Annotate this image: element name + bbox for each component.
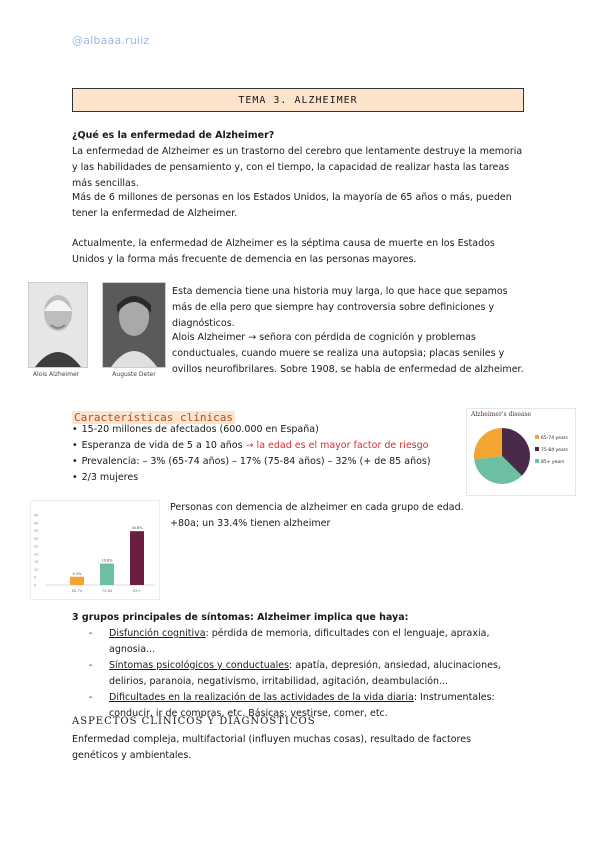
bar-85+ xyxy=(130,531,144,585)
bar-value-label: 34.6% xyxy=(131,526,143,531)
clinical-title: Características clínicas xyxy=(74,411,233,424)
chart-caption xyxy=(170,500,500,532)
pie-legend xyxy=(535,435,573,466)
clinical-list xyxy=(72,422,452,486)
aspects-paragraph: Enfermedad compleja, multifactorial (influyen muchas cosas), resultado de factores genéticos y ambientales. xyxy=(72,734,472,761)
y-tick-label: 10 xyxy=(34,567,39,572)
bar-chart-card xyxy=(30,500,160,600)
y-tick-label: 25 xyxy=(34,544,39,549)
pie-legend-item-2: 75-84 years xyxy=(535,447,573,454)
x-tick-label: 85+ xyxy=(133,589,141,593)
intro-paragraph-2: Más de 6 millones de personas en los Estados Unidos, la mayoría de 65 años o más, pueden tener la enfermedad de Alzheimer. xyxy=(72,192,512,219)
photo-alois-alzheimer xyxy=(28,282,88,368)
x-tick-label: 75-84 xyxy=(101,589,113,593)
portrait-man-icon xyxy=(29,283,87,367)
y-tick-label: 30 xyxy=(34,536,39,541)
intro-block xyxy=(72,128,528,192)
bar-chart xyxy=(31,501,159,599)
symptoms-heading: 3 grupos principales de síntomas: Alzheimer implica que haya: xyxy=(72,612,409,623)
chart-caption-line-2: +80a; un 33.4% tienen alzheimer xyxy=(170,518,331,529)
intro-paragraph-1: La enfermedad de Alzheimer es un trastorno del cerebro que lentamente destruye la memoria y las habilidades de pensamiento y, con el tiempo, la capacidad de realizar hasta las tareas más sencillas. xyxy=(72,146,523,189)
y-tick-label: 15 xyxy=(34,560,39,565)
pie-chart xyxy=(471,423,533,489)
pie-slice-65-74 xyxy=(474,428,502,460)
symptom-behavioral: - Síntomas psicológicos y conductuales: apatía, depresión, ansiedad, alucinaciones, delirios, paranoia, negativismo, irritabilidad, agitación, deambulación... xyxy=(109,658,529,690)
clinical-bullet-4: • 2/3 mujeres xyxy=(72,470,452,486)
symptom-cognitive: - Disfunción cognitiva: pérdida de memoria, dificultades con el lenguaje, apraxia, agnosia... xyxy=(109,626,529,658)
x-tick-label: 65-74 xyxy=(71,589,83,593)
chart-caption-line-1: Personas con demencia de alzheimer en cada grupo de edad. xyxy=(170,502,464,513)
pie-header: Alzheimer's disease xyxy=(471,411,532,418)
symptom-daily-activities: - Dificultades en la realización de las actividades de la vida diaria: Instrumentales: conducir, ir de compras, etc. Básicas: vestirse, comer, etc. xyxy=(109,690,529,722)
intro-paragraph-3: Actualmente, la enfermedad de Alzheimer es la séptima causa de muerte en los Estados Unidos y la forma más frecuente de demencia en las personas mayores. xyxy=(72,238,495,265)
portrait-woman-icon xyxy=(103,283,165,367)
caption-auguste: Auguste Deter xyxy=(112,371,156,378)
y-tick-label: 5 xyxy=(34,575,37,580)
y-tick-label: 35 xyxy=(34,529,39,534)
y-tick-label: 40 xyxy=(34,521,39,526)
pie-legend-item-1: 65-74 years xyxy=(535,435,573,442)
page-title: TEMA 3. ALZHEIMER xyxy=(72,88,524,112)
clinical-bullet-3: • Prevalencia: – 3% (65-74 años) – 17% (75-84 años) – 32% (+ de 85 años) xyxy=(72,454,452,470)
y-tick-label: 45 xyxy=(34,513,39,518)
pie-chart-card xyxy=(466,408,576,496)
pie-legend-item-3: 85+ years xyxy=(535,459,573,466)
caption-alois: Alois Alzheimer xyxy=(32,371,80,378)
history-paragraph-2: Alois Alzheimer → señora con pérdida de cognición y problemas conductuales, cuando muere se realiza una autopsia; placas seniles y ovillos neurofibrilares. Sobre 1908, se habla de enfermedad de alzheimer. xyxy=(172,332,524,375)
bar-value-label: 13.8% xyxy=(101,558,113,563)
y-tick-label: 20 xyxy=(34,552,39,557)
clinical-bullet-2: • Esperanza de vida de 5 a 10 años → la edad es el mayor factor de riesgo xyxy=(72,438,452,454)
aspects-heading: ASPECTOS CLÍNICOS Y DIAGNÓSTICOS xyxy=(72,716,316,727)
y-tick-label: 0 xyxy=(34,583,37,588)
watermark: @albaaa.ruiiz xyxy=(72,34,150,47)
clinical-bullet-1: • 15-20 millones de afectados (600.000 en España) xyxy=(72,422,452,438)
photo-auguste-deter xyxy=(102,282,166,368)
bar-value-label: 5.3% xyxy=(72,571,82,576)
bar-65-74 xyxy=(70,577,84,585)
symptoms-list xyxy=(109,626,529,722)
risk-factor-text: → la edad es el mayor factor de riesgo xyxy=(245,440,429,451)
intro-question: ¿Qué es la enfermedad de Alzheimer? xyxy=(72,130,275,141)
bar-75-84 xyxy=(100,564,114,585)
history-paragraph-1: Esta demencia tiene una historia muy larga, lo que hace que sepamos más de ella pero que siempre hay controversia sobre definiciones y diagnósticos. xyxy=(172,286,508,329)
